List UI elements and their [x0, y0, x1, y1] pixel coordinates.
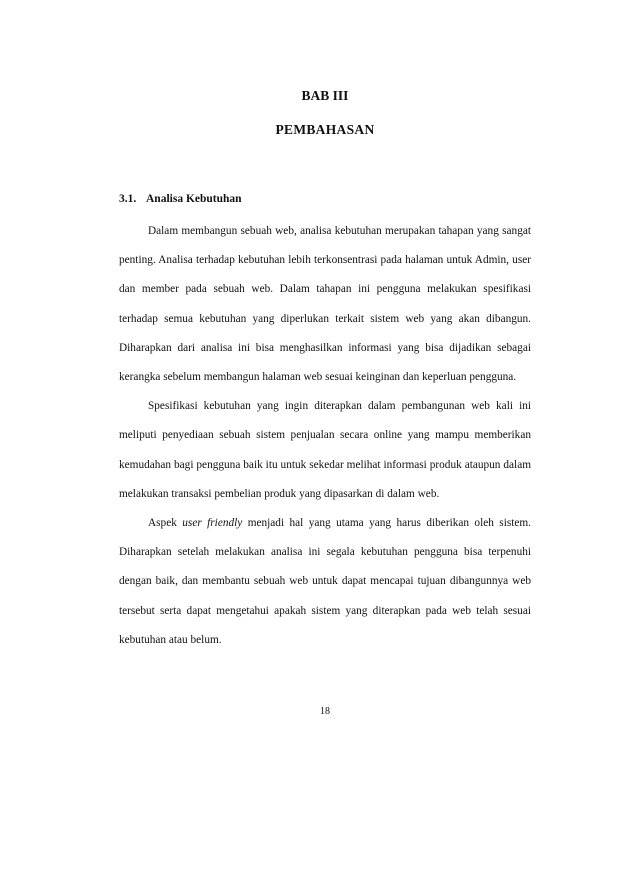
body-text: [119, 217, 531, 655]
section-number: 3.1.: [119, 193, 137, 205]
chapter-number: BAB III: [301, 88, 349, 103]
paragraph-3-rest: menjadi hal yang utama yang harus diberikan oleh sistem. Diharapkan setelah melakukan analisa ini segala kebutuhan pengguna bisa terpenuhi dengan baik, dan membantu sebuah web untuk dapat mencapai tujuan dibangunnya web tersebut serta dapat mengetahui apakah sistem yang diterapkan pada web telah sesuai kebutuhan atau belum.: [119, 517, 531, 646]
paragraph-3: [119, 509, 531, 655]
page-number: 18: [320, 706, 330, 717]
paragraph-1: Dalam membangun sebuah web, analisa kebutuhan merupakan tahapan yang sangat penting. Analisa terhadap kebutuhan lebih terkonsentrasi pada halaman untuk Admin, user dan member pada sebuah web. Dalam tahapan ini pengguna melakukan spesifikasi terhadap semua kebutuhan yang diperlukan terkait sistem web yang akan dibangun. Diharapkan dari analisa ini bisa menghasilkan informasi yang bisa dijadikan sebagai kerangka sebelum membangun halaman web sesuai keinginan dan keperluan pengguna.: [119, 225, 531, 384]
emphasis-user-friendly: user friendly: [182, 517, 243, 530]
section-title: Analisa Kebutuhan: [146, 193, 242, 205]
chapter-title: PEMBAHASAN: [275, 122, 375, 137]
paragraph-2: Spesifikasi kebutuhan yang ingin diterapkan dalam pembangunan web kali ini meliputi penyediaan sebuah sistem penjualan secara online yang mampu memberikan kemudahan bagi pengguna baik itu untuk sekedar melihat informasi produk ataupun dalam melakukan transaksi pembelian produk yang dipasarkan di dalam web.: [119, 400, 531, 500]
section-heading: [119, 193, 242, 205]
paragraph-3-start: Aspek: [148, 517, 183, 530]
